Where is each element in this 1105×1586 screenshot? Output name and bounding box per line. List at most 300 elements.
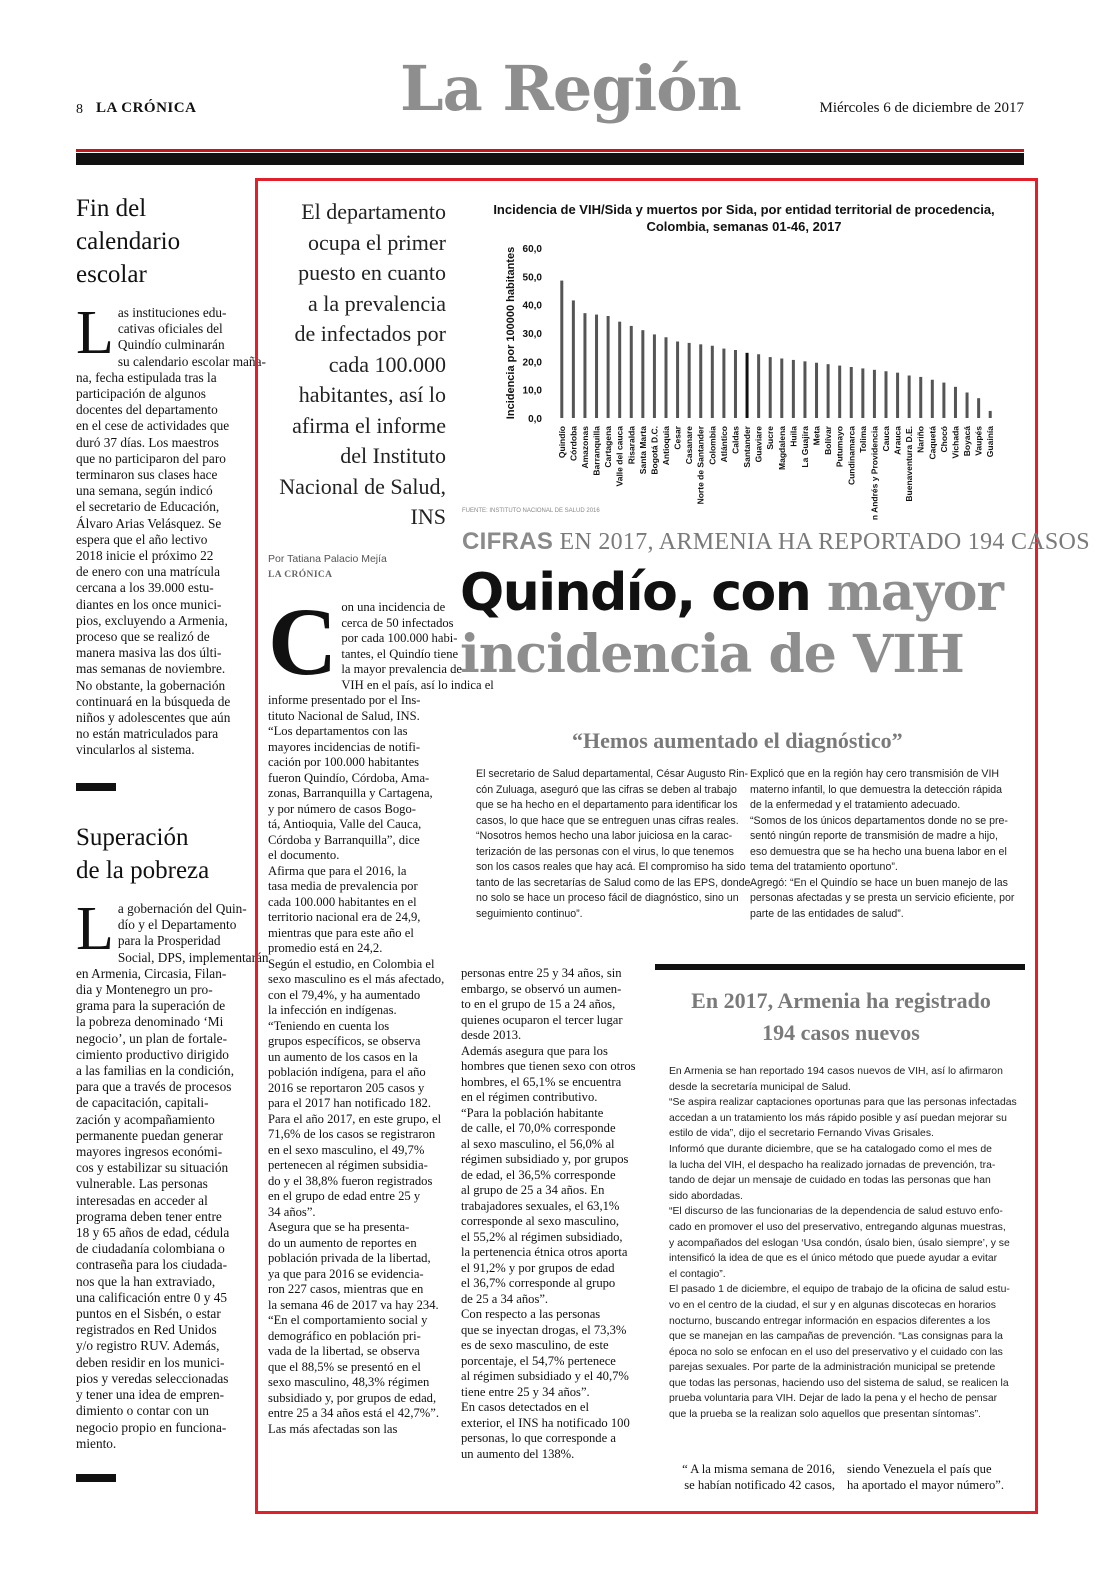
- text-line: mas semanas de noviembre.: [76, 661, 226, 677]
- header-black-rule: [76, 153, 1024, 165]
- text-line: que se manejan en las campañas de prevención. “Las consignas para la: [669, 1331, 1003, 1343]
- chart-category-label: Magdalena: [776, 426, 787, 470]
- text-line: Informó que durante diciembre, que se ha catalogado como el mes de: [669, 1143, 992, 1155]
- text-line: al grupo de 25 a 34 años. En: [461, 1183, 605, 1197]
- text-line: accedan a un tratamiento los más rápido posible y así puedan mejorar su: [669, 1112, 1007, 1124]
- text-line: promedio está en 24,2.: [268, 941, 383, 955]
- text-line: dío y el Departamento: [117, 917, 237, 933]
- chart-tick-label: 40,0: [522, 300, 542, 312]
- text-line: as instituciones edu-: [117, 305, 227, 320]
- chart-category-label: Putumayo: [834, 426, 845, 468]
- deck-line: puesto en cuanto: [298, 260, 446, 285]
- text-line: cada 100.000 habitantes en el: [268, 894, 417, 909]
- deck-line: El departamento: [301, 199, 446, 224]
- headline-part2: mayor: [826, 562, 1003, 623]
- text-line: 71,6% de los casos se registraron: [268, 1127, 436, 1141]
- brief-title-line: calendario: [76, 228, 181, 255]
- chart-category-label: Vaupés: [973, 426, 984, 456]
- sidebar-rule: [655, 964, 1025, 970]
- text-line: Las más afectadas son las: [268, 1421, 398, 1436]
- text-line: el secretario de Educación,: [76, 499, 220, 515]
- text-line: cación por 100.000 habitantes: [268, 755, 420, 769]
- deck-line: del Instituto: [340, 443, 446, 468]
- text-line: duró 37 días. Los maestros: [76, 434, 219, 450]
- text-line: el 91,2% y por grupos de edad: [461, 1260, 615, 1275]
- text-line: embargo, se observó un aumen-: [461, 981, 622, 996]
- text-line: sido abordadas.: [669, 1190, 743, 1202]
- text-line: negocio propio en funciona-: [76, 1419, 227, 1435]
- text-line: grama para la superación de: [76, 998, 226, 1014]
- brief-title-line: de la pobreza: [76, 857, 210, 884]
- sidebar-body: [669, 1064, 1019, 1423]
- text-line: puntos en el Sisbén, o estar: [76, 1306, 221, 1322]
- text-line: “Somos de los únicos departamentos donde no se pre-: [750, 814, 1008, 827]
- chart-bar: [966, 393, 969, 419]
- byline-outlet: LA CRÓNICA: [268, 570, 333, 580]
- text-line: época no solo se enfocan en el uso del preservativo y el cuidado con las: [669, 1346, 1003, 1358]
- text-line: ya que para 2016 se evidencia-: [268, 1266, 424, 1281]
- text-line: “Nosotros hemos hecho una labor juiciosa en la carac-: [476, 830, 733, 842]
- text-line: ron 227 casos, mientras que en: [268, 1282, 424, 1296]
- text-line: do y el 38,8% fueron registrados: [268, 1173, 433, 1188]
- text-line: diantes en los once munici-: [76, 596, 222, 612]
- text-line: estilo de vida”, dijo el secretario Fernando Vivas Grisales.: [669, 1128, 934, 1140]
- chart-category-label: Meta: [811, 426, 822, 446]
- chart-bar: [607, 316, 610, 418]
- text-line: entre 25 a 34 años está el 42,7%”.: [268, 1406, 440, 1420]
- interview-column-right: [750, 767, 1018, 922]
- chart-bar: [641, 330, 644, 418]
- text-line: que no participaron del paro: [76, 450, 226, 466]
- text-line: tiene entre 25 y 34 años”.: [461, 1384, 590, 1399]
- text-line: tantes, el Quindío tiene: [341, 646, 459, 661]
- chart-category-label: Cundinamarca: [846, 426, 857, 486]
- deck-line: afirma el informe: [292, 412, 446, 438]
- chart-bar: [838, 366, 841, 418]
- end-line: se habían notificado 42 casos,: [684, 1477, 835, 1492]
- chart-bar: [827, 364, 830, 418]
- text-line: por cada 100.000 habi-: [341, 631, 458, 645]
- text-line: intensificó la idea de que es el único método que puede ayudar a evitar: [669, 1253, 998, 1265]
- text-line: el 36,7% corresponde al grupo: [461, 1276, 616, 1290]
- text-line: Afirma que para el 2016, la: [268, 863, 407, 878]
- chart-bar: [919, 377, 922, 418]
- text-line: de la enfermedad y el tratamiento adecuado.: [750, 799, 961, 811]
- chart-category-label: Sucre: [765, 426, 776, 450]
- text-line: para la Prosperidad: [117, 933, 221, 949]
- chart-bar: [942, 383, 945, 418]
- sidebar-headline: [655, 985, 1027, 1049]
- text-line: 18 y 65 años de edad, cédula: [76, 1225, 230, 1241]
- text-line: en el grupo de edad entre 25 y: [268, 1189, 421, 1203]
- text-line: terización de las personas con el virus, lo que tenemos: [476, 845, 734, 858]
- chart-category-label: Cesar: [672, 426, 683, 450]
- text-line: una semana, según indicó: [76, 483, 213, 499]
- text-line: do un aumento de reportes en: [268, 1235, 417, 1250]
- text-line: “Teniendo en cuenta los: [268, 1018, 390, 1033]
- chart-category-label: Bogotá D.C.: [649, 426, 660, 475]
- text-line: manera masiva las dos últi-: [76, 645, 222, 661]
- chart-bar: [885, 371, 888, 418]
- kicker-text: EN 2017, ARMENIA HA REPORTADO 194 CASOS: [553, 529, 1090, 555]
- text-line: cado en promover el uso del preservativo, entregando algunas muestras,: [669, 1221, 1006, 1233]
- chart-bar: [803, 361, 806, 418]
- text-line: sentó ningún reporte de transmisión de madre a hijo,: [750, 830, 998, 842]
- text-line: “Se aspira realizar captaciones oportunas para que las personas infectadas: [669, 1097, 1017, 1109]
- headline-part1: Quindío, con: [460, 563, 827, 623]
- deck-line: Nacional de Salud,: [279, 473, 446, 499]
- text-line: parte de las entidades de salud”.: [750, 907, 904, 920]
- text-line: y por número de casos Bogo-: [268, 801, 416, 816]
- chart-bar: [954, 387, 957, 418]
- text-line: de capacitación, capitali-: [76, 1095, 209, 1111]
- text-line: para que a través de procesos: [76, 1079, 232, 1095]
- text-line: el contagio”.: [669, 1268, 726, 1280]
- text-line: hombres, el 65,1% se encuentra: [461, 1074, 622, 1089]
- chart-bar: [595, 315, 598, 418]
- chart-bar: [850, 367, 853, 418]
- text-line: cón Zuluaga, aseguró que las cifras se deben al trabajo: [476, 783, 737, 796]
- text-line: población privada de la libertad,: [268, 1251, 431, 1265]
- text-line: prueba voluntaria para VIH. Dejar de lado la pena y el hecho de pensar: [669, 1393, 998, 1405]
- chart-tick-label: 30,0: [522, 329, 542, 340]
- chart-bar: [618, 322, 621, 418]
- text-line: que se ha hecho en el departamento para identificar los: [476, 799, 738, 811]
- chart-category-label: Santander: [742, 426, 753, 468]
- chart-ylabel: Incidencia por 100000 habitantes: [505, 246, 517, 420]
- text-line: personas afectadas y se presta un servicio eficiente, por: [750, 892, 1015, 904]
- chart-bar: [711, 346, 714, 418]
- text-line: la mayor prevalencia de: [341, 662, 462, 676]
- text-line: Córdoba y Barranquilla”, dice: [268, 832, 420, 847]
- text-line: tanto de las secretarías de Salud como de las EPS, donde: [476, 876, 751, 889]
- text-line: cercana a los 39.000 estu-: [76, 580, 214, 596]
- text-line: Quindío culminarán: [117, 337, 225, 353]
- deck-line: de infectados por: [294, 321, 446, 346]
- text-line: de ciudadanía colombiana o: [76, 1241, 225, 1257]
- chart-bar: [908, 376, 911, 419]
- text-line: espera que el año lectivo: [76, 531, 208, 547]
- text-line: y/o registro RUV. Además,: [76, 1338, 220, 1354]
- text-line: docentes del departamento: [76, 402, 218, 418]
- chart-category-label: Cartagena: [603, 426, 614, 468]
- chart-bar: [653, 334, 656, 418]
- chart-category-label: Buenaventura D.E.: [904, 426, 915, 502]
- brief-title-line: Superación: [76, 824, 189, 851]
- text-line: “En el comportamiento social y: [268, 1313, 428, 1327]
- text-line: la pobreza denominado ‘Mi: [76, 1014, 224, 1030]
- chart-bar: [722, 349, 725, 418]
- text-line: Agregó: “En el Quindío se hace un buen manejo de las: [750, 876, 1008, 889]
- text-line: de edad, el 36,5% corresponde: [461, 1167, 616, 1182]
- text-line: deben residir en los munici-: [76, 1354, 225, 1370]
- chart-bar: [560, 281, 563, 418]
- text-line: participación de algunos: [76, 386, 206, 402]
- text-line: seguimiento continuo”.: [476, 907, 583, 920]
- text-line: Explicó que en la región hay cero transmisión de VIH: [750, 768, 1000, 780]
- text-line: Con respecto a las personas: [461, 1307, 601, 1321]
- text-line: proceso que se realizó de: [76, 629, 210, 645]
- text-line: casos, lo que hace que se entreguen unas cifras reales.: [476, 814, 739, 827]
- brief-body: [76, 895, 269, 1452]
- chart-bar: [769, 357, 772, 418]
- section-title: La Región: [400, 52, 741, 125]
- chart-bar: [815, 363, 818, 418]
- chart-bar: [977, 398, 980, 418]
- text-line: población indígena, para el año: [268, 1065, 426, 1079]
- text-line: tituto Nacional de Salud, INS.: [268, 708, 420, 723]
- text-line: y acompañados del eslogan ‘Usa condón, úsalo bien, úsalo siempre’, y se: [669, 1237, 1010, 1249]
- text-line: que todas las personas, haciendo uso del sistema de salud, se realicen la: [669, 1377, 1009, 1389]
- text-line: no están matriculados para: [76, 726, 219, 742]
- chart-tick-label: 10,0: [522, 385, 542, 397]
- chart-category-label: San Andrés y Providencia: [869, 426, 880, 520]
- chart-category-label: La Guajira: [799, 426, 810, 468]
- interview-column-left: [476, 767, 751, 922]
- end-line: ha aportado el mayor número”.: [847, 1477, 1005, 1492]
- text-line: En casos detectados en el: [461, 1400, 589, 1414]
- chart-tick-label: 0,0: [528, 414, 542, 425]
- text-line: informe presentado por el Ins-: [268, 693, 421, 707]
- text-line: no solo se hace un proceso fácil de diagnóstico, sino un: [476, 892, 739, 904]
- text-line: Además asegura que para los: [461, 1043, 608, 1058]
- text-line: que la prueba se la realizan solo aquellos que presentan síntomas”.: [669, 1409, 981, 1421]
- text-line: subsidiado y, por grupos de edad,: [268, 1390, 437, 1405]
- text-line: corresponde al sexo masculino,: [461, 1214, 620, 1228]
- text-line: dia y Montenegro un pro-: [76, 982, 213, 998]
- text-line: na, fecha estipulada tras la: [76, 369, 217, 385]
- chart-category-label: Vichada: [950, 426, 961, 459]
- text-line: vulnerable. Las personas: [76, 1176, 208, 1192]
- chart-category-label: Amazonas: [579, 426, 590, 469]
- chart-bar: [757, 354, 760, 418]
- text-line: la semana 46 de 2017 va hay 234.: [268, 1297, 439, 1312]
- text-line: en el régimen contributivo.: [461, 1090, 598, 1104]
- text-line: sexo masculino, 48,3% régimen: [268, 1375, 430, 1389]
- headline: [460, 562, 1030, 686]
- deck-line: INS: [410, 504, 446, 529]
- issue-date: Miércoles 6 de diciembre de 2017: [819, 100, 1024, 116]
- end-line: “ A la misma semana de 2016,: [682, 1462, 835, 1476]
- text-line: miento.: [76, 1435, 117, 1451]
- story-deck: [268, 197, 446, 533]
- sidebar-head-line: En 2017, Armenia ha registrado: [691, 988, 991, 1013]
- text-line: al régimen subsidiado y el 40,7%: [461, 1369, 629, 1383]
- text-line: para el 2017 han notificado 182.: [268, 1096, 431, 1110]
- text-line: programa deben tener entre: [76, 1208, 222, 1224]
- chart-bar: [688, 343, 691, 418]
- text-line: en Armenia, Circasia, Filan-: [76, 965, 227, 981]
- brief-poverty: [76, 821, 269, 1452]
- text-line: contraseña para los ciudada-: [76, 1257, 227, 1273]
- text-line: mientras que para este año el: [268, 925, 414, 940]
- text-line: la pertenencia étnica otros aporta: [461, 1245, 628, 1259]
- brief-title: [76, 821, 248, 887]
- text-line: porcentaje, el 54,7% pertenece: [461, 1353, 616, 1368]
- text-line: a gobernación del Quin-: [117, 901, 247, 916]
- drop-cap: C: [268, 588, 338, 695]
- text-line: Asegura que se ha presenta-: [268, 1220, 410, 1234]
- text-line: dimiento o contar con un: [76, 1403, 209, 1419]
- text-line: personas entre 25 y 34 años, sin: [461, 966, 622, 980]
- text-line: un aumento del 138%.: [461, 1446, 575, 1461]
- chart-bar: [873, 370, 876, 418]
- kicker: [462, 528, 1090, 556]
- text-line: pertenecen al régimen subsidia-: [268, 1158, 428, 1172]
- chart-bar: [572, 300, 575, 418]
- text-line: to en el grupo de 15 a 24 años,: [461, 997, 616, 1011]
- text-line: No obstante, la gobernación: [76, 677, 226, 693]
- text-line: la infección en indígenas.: [268, 1003, 397, 1017]
- byline: Por Tatiana Palacio Mejía: [268, 553, 387, 565]
- chart-category-label: Barranquilla: [591, 426, 602, 476]
- chart-category-label: Boyacá: [962, 426, 973, 457]
- text-line: 2016 se reportaron 205 casos y: [268, 1080, 425, 1095]
- text-line: de enero con una matrícula: [76, 564, 220, 580]
- text-line: VIH en el país, así lo indica el: [341, 677, 494, 692]
- chart-category-label: Antioquia: [661, 426, 671, 466]
- text-line: Para el año 2017, en este grupo, el: [268, 1111, 442, 1126]
- text-line: hombres que tienen sexo con otros: [461, 1059, 636, 1073]
- text-line: continuará en la búsqueda de: [76, 693, 231, 709]
- text-line: desde 2013.: [461, 1028, 522, 1042]
- text-line: eso demuestra que se ha hecho una buena labor en el: [750, 845, 1007, 858]
- chart-source: FUENTE: INSTITUTO NACIONAL DE SALUD 2016: [462, 508, 600, 514]
- text-line: permanente puedan generar: [76, 1127, 223, 1143]
- text-line: es de sexo masculino, de este: [461, 1338, 609, 1352]
- text-line: personas, lo que corresponde a: [461, 1431, 616, 1445]
- chart-bar: [780, 359, 783, 419]
- body-column-2: [461, 966, 641, 1462]
- chart-category-label: Atlántico: [718, 426, 729, 463]
- text-line: El secretario de Salud departamental, César Augusto Rin-: [476, 768, 749, 780]
- deck-line: ocupa el primer: [307, 229, 446, 255]
- end-line: siendo Venezuela el país que: [847, 1462, 992, 1476]
- text-line: y tener una idea de empren-: [76, 1387, 225, 1403]
- text-line: cativas oficiales del: [117, 321, 223, 337]
- text-line: registrados en Red Unidos: [76, 1322, 217, 1338]
- chart-bar: [989, 411, 992, 418]
- text-line: son los casos reales que hay acá. El compromiso ha sido: [476, 861, 746, 873]
- text-line: pios, excluyendo a Armenia,: [76, 612, 228, 628]
- chart-category-label: Casanare: [684, 426, 695, 465]
- chart-bar: [896, 373, 899, 418]
- chart-category-label: Quindío: [556, 426, 567, 459]
- text-line: una calificación entre 0 y 45: [76, 1289, 227, 1305]
- text-line: de 25 a 34 años”.: [461, 1291, 549, 1306]
- chart-category-label: Tolima: [857, 426, 868, 453]
- drop-cap: L: [76, 895, 114, 963]
- brief-title-line: escolar: [76, 261, 147, 288]
- brief-lines: [76, 895, 269, 1452]
- text-line: territorio nacional era de 24,9,: [268, 910, 421, 924]
- chart-category-label: Bolívar: [823, 426, 834, 455]
- chart-bar: [676, 342, 679, 419]
- brief-title-line: Fin del: [76, 195, 147, 222]
- newspaper-brand: LA CRÓNICA: [96, 100, 197, 116]
- kicker-label: CIFRAS: [462, 528, 554, 555]
- text-line: con el 79,4%, y ha aumentado: [268, 987, 421, 1002]
- chart-bar: [746, 353, 749, 418]
- brief-school-calendar: [76, 192, 266, 759]
- text-line: el documento.: [268, 848, 340, 862]
- chart-category-label: Norte de Santander: [695, 426, 706, 505]
- deck-line: cada 100.000: [328, 351, 446, 377]
- chart-category-label: Guainía: [985, 426, 996, 458]
- chart-category-label: Córdoba: [568, 426, 579, 461]
- text-line: on una incidencia de: [341, 600, 446, 614]
- text-line: tema del tratamiento oportuno”.: [750, 861, 898, 873]
- body-lines: [461, 966, 641, 1462]
- chart-category-label: Valle del cauca: [614, 426, 625, 487]
- text-line: que el 88,5% se presentó en el: [268, 1359, 421, 1374]
- chart-category-label: Guaviare: [753, 426, 764, 463]
- chart-bar: [699, 344, 702, 418]
- text-line: 34 años”.: [268, 1204, 316, 1219]
- text-line: En Armenia se han reportado 194 casos nuevos de VIH, así lo afirmaron: [669, 1066, 1003, 1077]
- chart-bar: [734, 350, 737, 418]
- text-line: mayores ingresos económi-: [76, 1144, 223, 1160]
- text-line: materno infantil, lo que demuestra la detección rápida: [750, 783, 1003, 796]
- chart-bar: [792, 360, 795, 418]
- text-line: grupos específicos, se observa: [268, 1034, 421, 1048]
- text-line: fueron Quindío, Córdoba, Ama-: [268, 770, 430, 785]
- text-line: nocturno, buscando entregar información en espacios diferentes a los: [669, 1315, 991, 1327]
- text-line: régimen subsidiado y, por grupos: [461, 1152, 629, 1166]
- text-line: 2018 inicie el próximo 22: [76, 548, 214, 564]
- text-line: el 55,2% al régimen subsidiado,: [461, 1229, 623, 1244]
- chart-category-label: Chocó: [938, 426, 949, 453]
- text-line: “Los departamentos con las: [268, 724, 408, 738]
- sidebar-end-left: [655, 1462, 835, 1493]
- chart-category-label: Risaralda: [626, 426, 637, 465]
- chart-category-label: Cauca: [881, 426, 891, 452]
- text-line: en el cese de actividades que: [76, 418, 230, 434]
- text-line: “Para la población habitante: [461, 1105, 604, 1120]
- text-line: nos que la han extraviado,: [76, 1273, 216, 1289]
- chart-svg: [462, 190, 1027, 520]
- chart-category-label: Caldas: [730, 426, 741, 454]
- sidebar-end-right: [847, 1462, 1027, 1493]
- chart-category-label: Huila: [788, 426, 799, 447]
- deck-line: a la prevalencia: [307, 290, 446, 316]
- text-line: en el sexo masculino, el 49,7%: [268, 1142, 425, 1157]
- text-line: vo en el centro de la ciudad, el sur y en algunas discotecas en horarios: [669, 1299, 996, 1311]
- chart-title: Incidencia de VIH/Sida y muertos por Sida, por entidad territorial de procedencia,: [493, 202, 995, 217]
- chart-category-label: Nariño: [915, 426, 926, 453]
- text-line: zonas, Barranquilla y Cartagena,: [268, 786, 433, 800]
- text-line: El pasado 1 de diciembre, el equipo de trabajo de la oficina de salud estu-: [669, 1284, 1010, 1296]
- text-line: quienes ocuparon el tercer lugar: [461, 1012, 623, 1027]
- brief-title: [76, 192, 246, 291]
- chart-bar: [583, 313, 586, 418]
- text-line: un aumento de los casos en la: [268, 1049, 418, 1064]
- text-line: zación y acompañamiento: [76, 1111, 215, 1127]
- text-line: a las familias en la condición,: [76, 1063, 235, 1079]
- deck-line: habitantes, así lo: [298, 382, 446, 407]
- text-line: vincularlos al sistema.: [76, 742, 195, 758]
- chart-category-label: Arauca: [892, 426, 903, 455]
- text-line: cos y estabilizar su situación: [76, 1160, 229, 1176]
- brief-lines: [76, 299, 266, 759]
- text-line: exterior, el INS ha notificado 100: [461, 1415, 630, 1430]
- text-line: al sexo masculino, el 56,0% al: [461, 1136, 615, 1151]
- text-line: parejas sexuales. Por parte de la administración municipal se pretende: [669, 1362, 996, 1374]
- text-line: la lucha del VIH, el despacho ha realizado jornadas de prevención, tra-: [669, 1159, 996, 1171]
- chart-bar: [931, 380, 934, 418]
- chart-bar: [665, 337, 668, 418]
- text-line: cimiento productivo dirigido: [76, 1046, 229, 1062]
